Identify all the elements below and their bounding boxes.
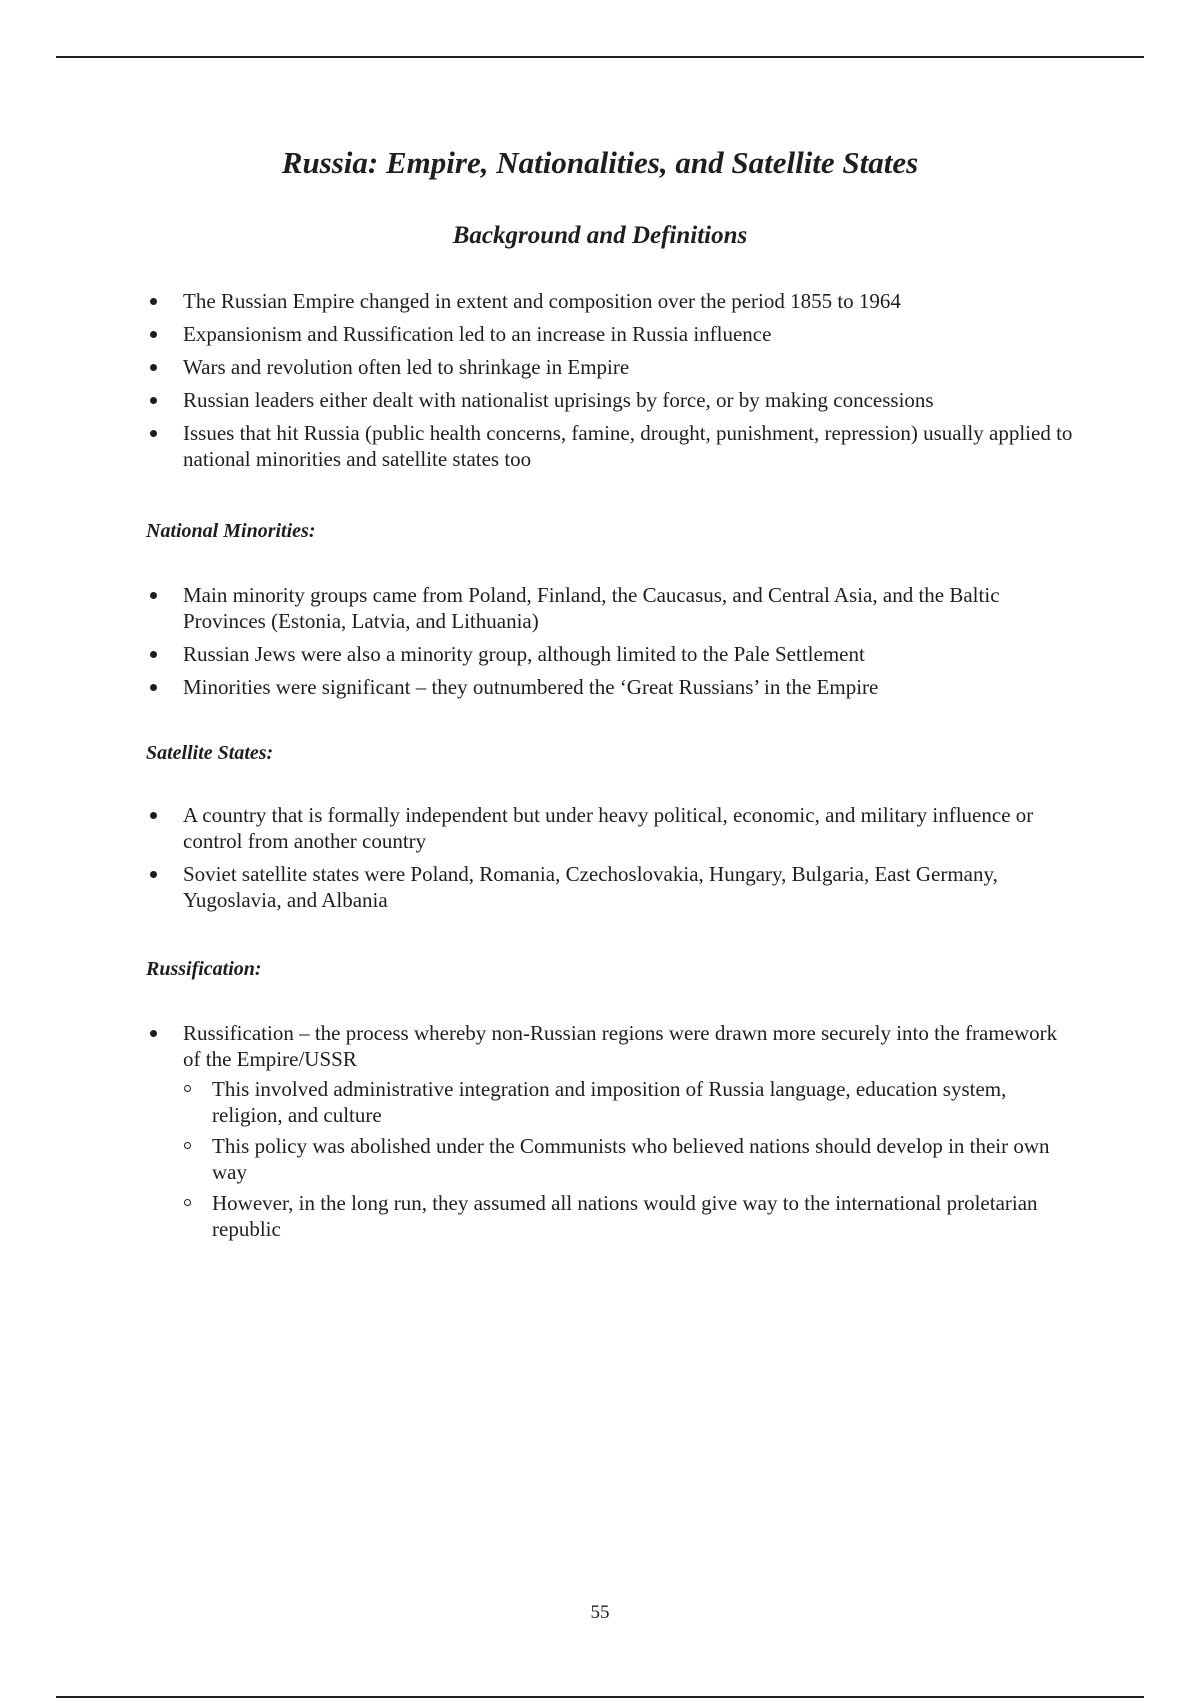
bullet-icon bbox=[150, 812, 157, 819]
list-item-text: The Russian Empire changed in extent and composition over the period 1855 to 1964 bbox=[183, 289, 901, 313]
list-item-text: Wars and revolution often led to shrinkage in Empire bbox=[183, 355, 630, 379]
list-item-text: Issues that hit Russia (public health concerns, famine, drought, punishment, repression) usually applied to national minorities and satellite states too bbox=[183, 421, 1073, 471]
russification-sublist bbox=[183, 1076, 1076, 1242]
list-item bbox=[146, 582, 1076, 634]
list-item bbox=[146, 288, 1076, 314]
bullet-icon bbox=[150, 430, 157, 437]
top-rule bbox=[56, 56, 1144, 58]
hollow-bullet-icon bbox=[184, 1085, 191, 1092]
bullet-icon bbox=[150, 298, 157, 305]
bullet-icon bbox=[150, 364, 157, 371]
russification-list bbox=[146, 1020, 1076, 1242]
list-item-text: Expansionism and Russification led to an increase in Russia influence bbox=[183, 322, 772, 346]
sub-list-item bbox=[183, 1190, 1076, 1242]
list-item-text: Russification – the process whereby non-Russian regions were drawn more securely into the framework of the Empire/USSR bbox=[183, 1021, 1058, 1071]
list-item-text: Soviet satellite states were Poland, Romania, Czechoslovakia, Hungary, Bulgaria, East Germany, Yugoslavia, and Albania bbox=[183, 862, 998, 912]
list-item bbox=[146, 321, 1076, 347]
list-item bbox=[146, 861, 1076, 913]
sub-list-item-text: This policy was abolished under the Communists who believed nations should develop in their own way bbox=[212, 1134, 1050, 1184]
national-minorities-heading: National Minorities: bbox=[146, 520, 316, 542]
list-item bbox=[146, 420, 1076, 472]
list-item-text: Main minority groups came from Poland, Finland, the Caucasus, and Central Asia, and the Baltic Provinces (Estonia, Latvia, and Lithuania) bbox=[183, 583, 1000, 633]
list-item bbox=[146, 354, 1076, 380]
hollow-bullet-icon bbox=[184, 1142, 191, 1149]
list-item bbox=[146, 641, 1076, 667]
satellite-states-list-container bbox=[146, 802, 1076, 913]
bullet-icon bbox=[150, 331, 157, 338]
bullet-icon bbox=[150, 684, 157, 691]
satellite-states-heading: Satellite States: bbox=[146, 742, 274, 764]
list-item-text: A country that is formally independent but under heavy political, economic, and military influence or control from another country bbox=[183, 803, 1034, 853]
russification-list-container bbox=[146, 1020, 1076, 1242]
list-item-text: Russian Jews were also a minority group, although limited to the Pale Settlement bbox=[183, 642, 865, 666]
page-title: Russia: Empire, Nationalities, and Satellite States bbox=[281, 145, 919, 180]
bottom-rule bbox=[56, 1696, 1144, 1698]
sub-list-item bbox=[183, 1133, 1076, 1185]
national-minorities-list bbox=[146, 582, 1076, 700]
bullet-icon bbox=[150, 1030, 157, 1037]
national-minorities-list-container bbox=[146, 582, 1076, 700]
list-item bbox=[146, 1020, 1076, 1242]
section-title: Background and Definitions bbox=[452, 222, 748, 249]
bullet-icon bbox=[150, 651, 157, 658]
list-item bbox=[146, 802, 1076, 854]
russification-heading: Russification: bbox=[146, 958, 262, 980]
sub-list-item bbox=[183, 1076, 1076, 1128]
hollow-bullet-icon bbox=[184, 1199, 191, 1206]
bullet-icon bbox=[150, 871, 157, 878]
satellite-states-list bbox=[146, 802, 1076, 913]
page-number: 55 bbox=[590, 1602, 610, 1623]
background-list-container bbox=[146, 288, 1076, 472]
list-item-text: Minorities were significant – they outnumbered the ‘Great Russians’ in the Empire bbox=[183, 675, 879, 699]
bullet-icon bbox=[150, 592, 157, 599]
background-list bbox=[146, 288, 1076, 472]
list-item bbox=[146, 387, 1076, 413]
list-item-text: Russian leaders either dealt with nationalist uprisings by force, or by making concessions bbox=[183, 388, 934, 412]
bullet-icon bbox=[150, 397, 157, 404]
list-item bbox=[146, 674, 1076, 700]
sub-list-item-text: However, in the long run, they assumed all nations would give way to the international proletarian republic bbox=[212, 1191, 1038, 1241]
sub-list-item-text: This involved administrative integration and imposition of Russia language, education system, religion, and culture bbox=[212, 1077, 1007, 1127]
